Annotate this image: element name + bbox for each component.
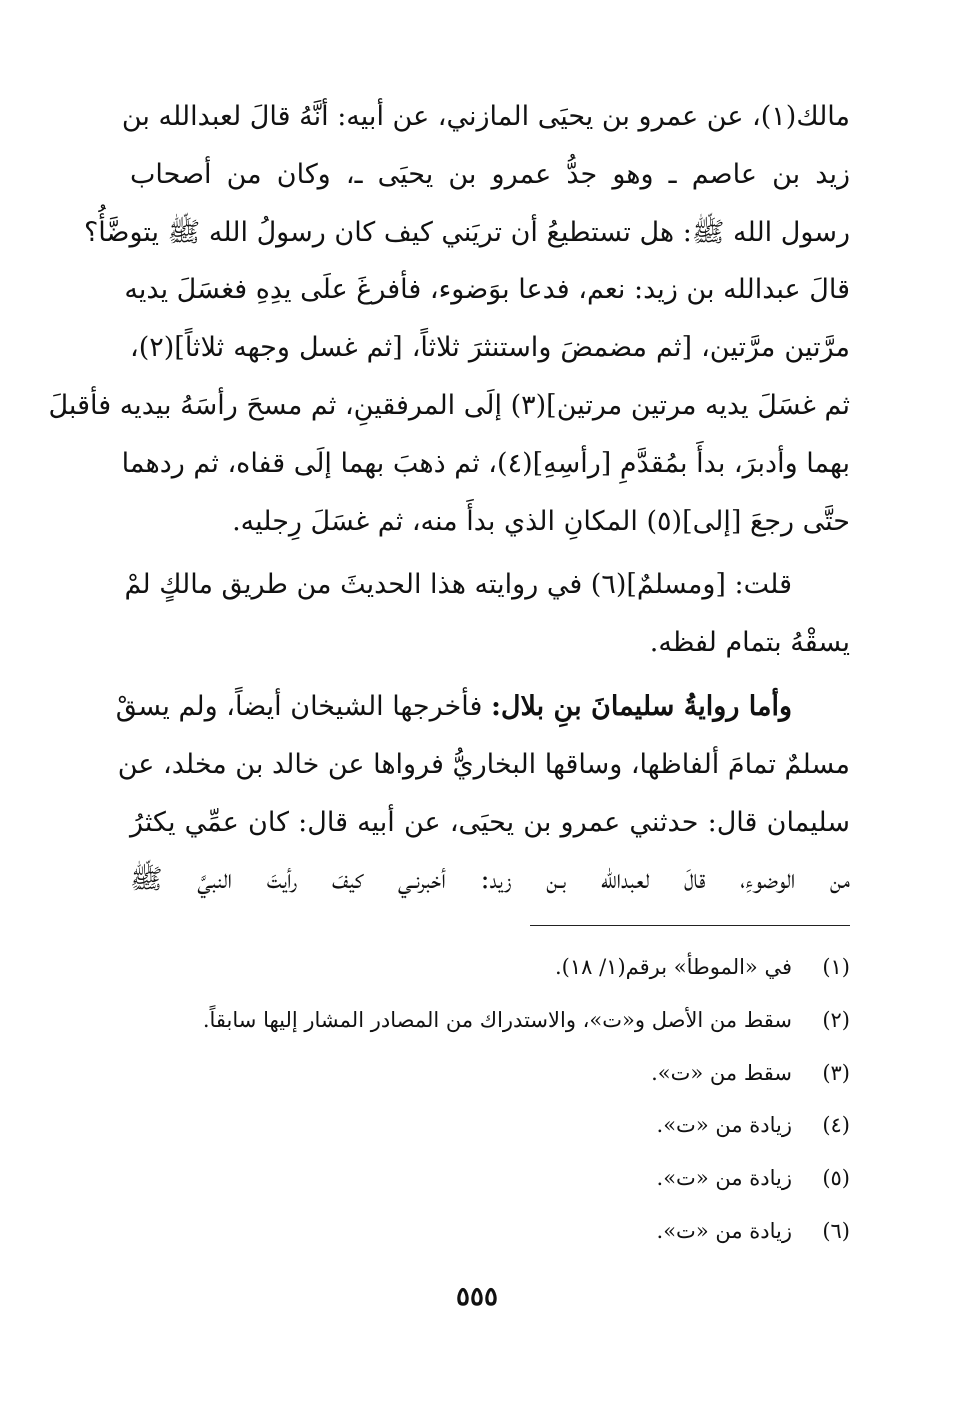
footnote-text: زيادة من «ت». <box>656 1113 792 1138</box>
footnote <box>130 947 850 1000</box>
footnotes <box>130 947 850 1264</box>
text-line: ثم غسَلَ يديه مرتين مرتين](٣) إلَى المرفقينِ، ثم مسحَ رأسَهُ بيديه فأقبلَ <box>48 389 850 421</box>
footnote <box>130 1105 850 1158</box>
text-line: قلت: [ومسلمٌ](٦) في روايته هذا الحديثَ من طريق مالكٍ لمْ <box>124 569 792 601</box>
footnote-number: (٢) <box>822 1007 850 1032</box>
text-line: سليمان قال: حدثني عمرو بن يحيَى، عن أبيه قال: كان عمِّي يكثرُ <box>130 806 850 838</box>
footnote-number: (٣) <box>822 1060 850 1085</box>
text-line: من الوضوءِ، قالَ لعبدالله بـن زيد: أخبرنـي كيفَ رأيتَ النبيَّ ﷺ <box>130 864 850 896</box>
footnote <box>130 1158 850 1211</box>
footnote <box>130 1053 850 1106</box>
text-line: مرَّتين مرَّتين، [ثم مضمضَ واستنثرَ ثلاثاً، [ثم غسل وجهه ثلاثاً](٢)، <box>130 332 850 364</box>
text-line: حتَّى رجعَ [إلى](٥) المكانِ الذي بدأَ منه، ثم غسَلَ رِجليه. <box>232 505 850 537</box>
footnote-number: (١) <box>822 955 850 979</box>
main-text <box>48 88 850 909</box>
footnote <box>130 1211 850 1264</box>
text-line: مالك(١)، عن عمرو بن يحيَى المازني، عن أبيه: أنَّهُ قالَ لعبدالله بن <box>121 101 850 132</box>
footnote-text: سقط من «ت». <box>651 1060 792 1085</box>
footnote-number: (٥) <box>822 1166 850 1191</box>
footnote-separator <box>530 925 850 926</box>
bold-lead: وأما روايةُ سليمانَ بنِ بلال: <box>490 690 792 722</box>
footnote-number: (٦) <box>822 1218 850 1243</box>
text-line: مسلمٌ تمامَ ألفاظها، وساقها البخاريُّ فرواها عن خالد بن مخلد، عن <box>117 748 850 780</box>
footnote <box>130 1000 850 1053</box>
text-line: قالَ عبدالله بن زيد: نعم، فدعا بوَضوء، فأفرغَ علَى يدِهِ فغسَلَ يديه <box>124 274 850 306</box>
text-line: يسقْهُ بتمام لفظه. <box>649 627 850 659</box>
footnote-text: سقط من الأصل و«ت»، والاستدراك من المصادر المشار إليها سابقاً. <box>202 1007 792 1032</box>
footnote-text: زيادة من «ت». <box>656 1166 792 1191</box>
page-number: ٥٥٥ <box>456 1282 498 1312</box>
line-rest: فأخرجها الشيخان أيضاً، ولم يسقْ <box>115 690 491 722</box>
text-line: زيد بن عاصم ـ وهو جدُّ عمرو بن يحيَى ـ، وكان من أصحاب <box>130 158 850 190</box>
text-line: رسول الله ﷺ: هل تستطيعُ أن تريَني كيف كان رسولُ الله ﷺ يتوضَّأُ؟ <box>83 216 850 248</box>
text-line-bold-lead <box>115 678 850 736</box>
footnote-text: في «الموطأ» برقم(١/ ١٨). <box>554 955 792 979</box>
text-line: بهما وأدبرَ، بدأَ بمُقدَّمِ [رأسِهِ](٤)، ثم ذهبَ بهما إلَى قفاه، ثم ردهما <box>121 447 850 479</box>
footnote-text: زيادة من «ت». <box>656 1218 792 1243</box>
footnote-number: (٤) <box>822 1113 850 1138</box>
